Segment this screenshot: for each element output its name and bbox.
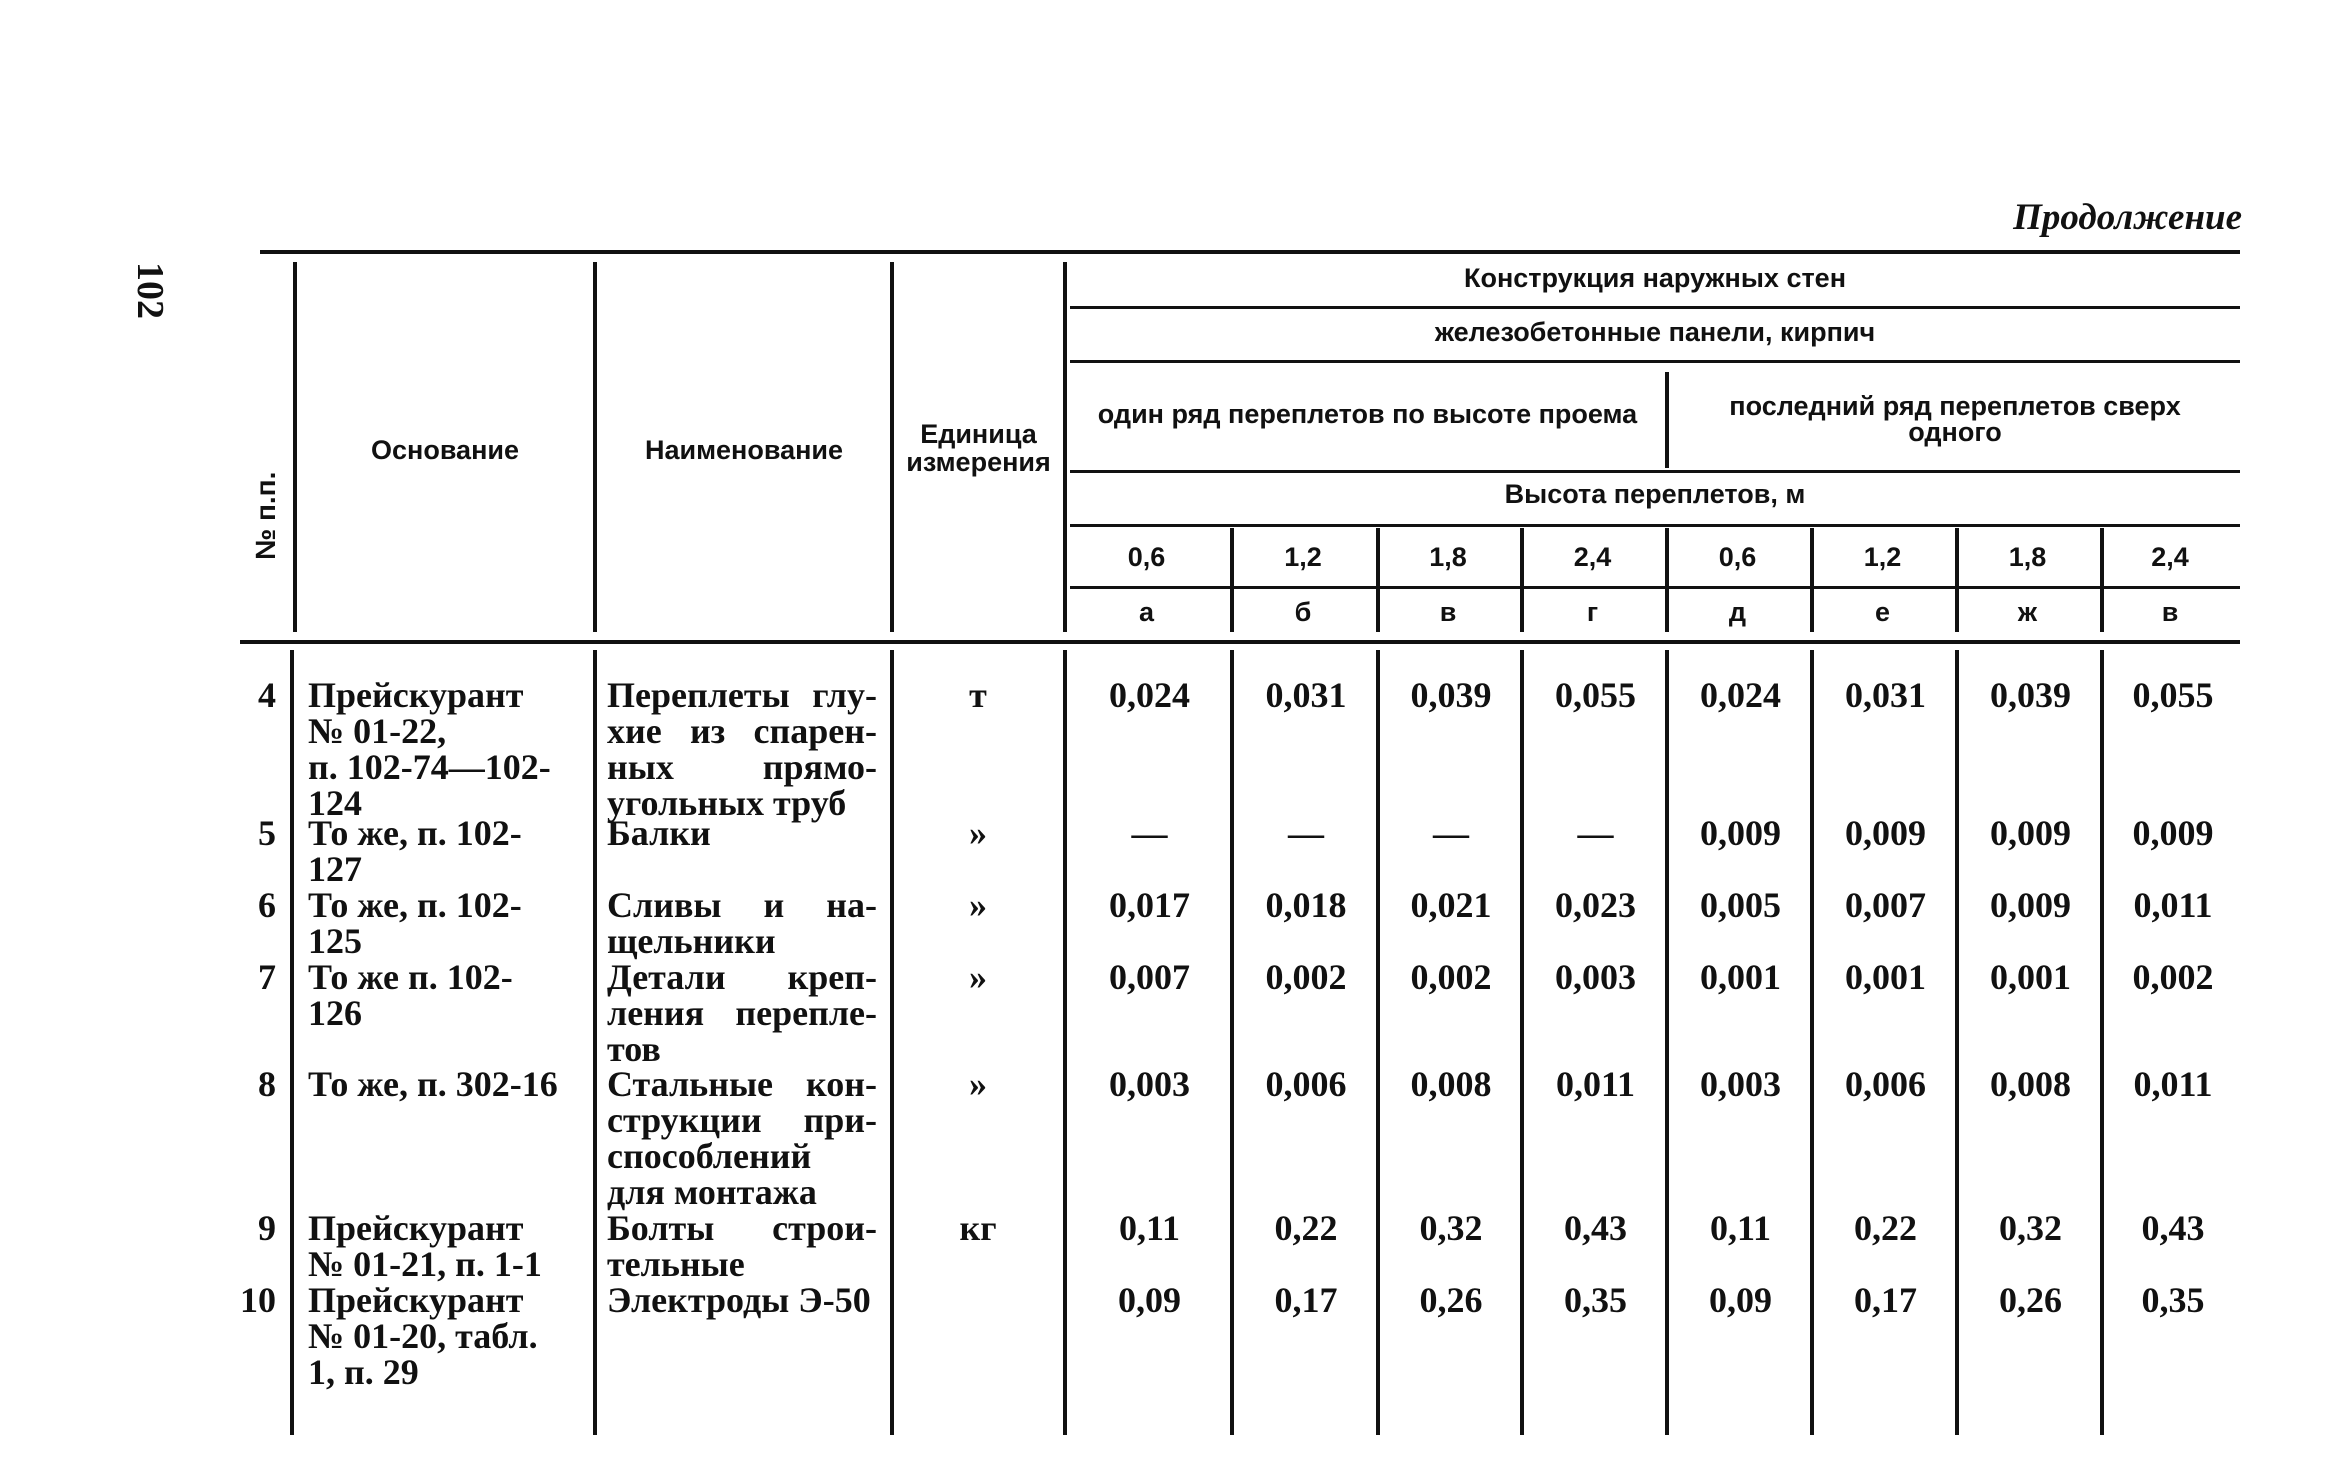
row-value: 0,009 — [1990, 813, 2071, 853]
row-name-line: Переплеты глу- — [607, 675, 877, 715]
row-name — [607, 887, 877, 959]
row-number: 6 — [258, 885, 276, 925]
header-col-no: № п.п. — [250, 471, 281, 560]
body-value-divider — [1520, 650, 1524, 1435]
row-name-line: тов — [607, 1029, 661, 1069]
row-basis — [308, 959, 588, 1031]
row-basis — [308, 677, 588, 821]
row-unit: кг — [959, 1208, 997, 1248]
row-number: 8 — [258, 1064, 276, 1104]
row-value: — — [1577, 813, 1614, 853]
header-column-letter: в — [1439, 597, 1457, 627]
row-basis — [308, 1282, 588, 1390]
row-value: 0,09 — [1118, 1280, 1181, 1320]
table-top-rule — [260, 250, 2240, 254]
header-column-letter: в — [2161, 597, 2179, 627]
header-bottom-rule — [240, 640, 2240, 644]
row-value: 0,09 — [1709, 1280, 1772, 1320]
body-value-divider — [1230, 650, 1234, 1435]
row-number: 7 — [258, 957, 276, 997]
body-value-divider — [2100, 650, 2104, 1435]
row-basis-line: То же, п. 102- — [308, 885, 522, 925]
header-height-label: Высота переплетов, м — [1504, 479, 1806, 509]
row-name-line: щельники — [607, 921, 776, 961]
height-label-rule — [1070, 524, 2240, 527]
row-name — [607, 815, 877, 851]
row-value: 0,008 — [1410, 1064, 1492, 1104]
row-value: 0,002 — [1265, 957, 1347, 997]
header-height-value: 1,2 — [1284, 542, 1322, 572]
row-value: 0,007 — [1109, 957, 1190, 997]
row-name-line: способлений — [607, 1136, 812, 1176]
body-value-divider — [1810, 650, 1814, 1435]
row-basis-line: 126 — [308, 993, 362, 1033]
row-name-line: для монтажа — [607, 1172, 817, 1212]
row-number: 10 — [240, 1280, 276, 1320]
header-group1: Конструкция наружных стен — [1463, 263, 1847, 293]
row-basis-line: № 01-22, — [308, 711, 447, 751]
body-value-divider — [1665, 650, 1669, 1435]
row-name-line: Болты строи- — [607, 1208, 877, 1248]
body-col-name-divider — [890, 650, 894, 1435]
header-col-unit-1: Единица — [920, 419, 1037, 449]
row-value: 0,009 — [1990, 885, 2071, 925]
row-name-line: ных прямо- — [607, 747, 877, 787]
row-value: — — [1433, 813, 1469, 853]
row-basis-line: Прейскурант — [308, 675, 524, 715]
row-name-line: Электроды Э-50 — [607, 1280, 871, 1320]
row-value: — — [1288, 813, 1324, 853]
row-basis-line: 127 — [308, 849, 362, 889]
row-value: 0,055 — [2132, 675, 2214, 715]
subgroup-divider — [1665, 372, 1669, 468]
header-height-value: 1,8 — [2008, 542, 2047, 572]
row-value: 0,11 — [1118, 1208, 1180, 1248]
row-value: 0,011 — [1555, 1064, 1635, 1104]
row-value: 0,003 — [1109, 1064, 1190, 1104]
row-value: 0,006 — [1265, 1064, 1347, 1104]
row-name-line: угольных труб — [607, 783, 847, 823]
header-sub-right-1: последний ряд переплетов сверх — [1729, 391, 2181, 421]
header-column-letter: д — [1728, 597, 1747, 627]
row-name-line: Детали креп- — [607, 957, 877, 997]
row-number: 4 — [258, 675, 276, 715]
body-value-divider — [1955, 650, 1959, 1435]
header-sub-left: один ряд переплетов по высоте проема — [1097, 399, 1638, 429]
header-height-value: 1,2 — [1863, 542, 1902, 572]
row-value: 0,009 — [1700, 813, 1781, 853]
row-value: 0,009 — [1845, 813, 1926, 853]
row-unit: » — [969, 813, 987, 853]
row-basis-line: То же п. 102- — [308, 957, 513, 997]
col-no-divider — [293, 262, 297, 632]
row-value: 0,17 — [1274, 1280, 1338, 1320]
row-value: 0,11 — [1709, 1208, 1771, 1248]
row-unit: » — [969, 957, 987, 997]
group1-rule — [1070, 306, 2240, 309]
header-column-letter: е — [1874, 597, 1891, 627]
row-basis-line: То же, п. 102- — [308, 813, 522, 853]
row-name-line: Балки — [607, 813, 711, 853]
header-height-value: 0,6 — [1718, 542, 1757, 572]
row-number: 9 — [258, 1208, 276, 1248]
header-col-name: Наименование — [644, 435, 844, 465]
row-value: 0,005 — [1700, 885, 1781, 925]
row-value: 0,024 — [1109, 675, 1190, 715]
row-value: 0,22 — [1854, 1208, 1917, 1248]
row-name — [607, 959, 877, 1067]
row-value: 0,17 — [1854, 1280, 1917, 1320]
row-basis — [308, 887, 588, 959]
row-value: 0,021 — [1410, 885, 1492, 925]
row-basis-line: п. 102-74—102- — [308, 747, 551, 787]
row-basis-line: № 01-20, табл. — [308, 1316, 538, 1356]
header-column-letter: б — [1294, 597, 1312, 627]
heights-rule — [1070, 586, 2240, 589]
row-value: 0,35 — [1564, 1280, 1627, 1320]
row-basis — [308, 1066, 588, 1102]
col-basis-divider — [593, 262, 597, 632]
row-value: 0,43 — [2141, 1208, 2205, 1248]
subgroup-rule — [1070, 470, 2240, 473]
row-value: 0,003 — [1700, 1064, 1781, 1104]
col-unit-divider — [1063, 262, 1067, 632]
row-basis-line: Прейскурант — [308, 1208, 524, 1248]
row-value: 0,024 — [1700, 675, 1781, 715]
row-basis-line: То же, п. 302-16 — [308, 1064, 558, 1104]
group2-rule — [1070, 360, 2240, 363]
page-number: 102 — [129, 262, 171, 319]
row-basis-line: 124 — [308, 783, 362, 823]
row-name-line: Стальные кон- — [607, 1064, 877, 1104]
row-value: 0,031 — [1845, 675, 1926, 715]
row-name-line: хие из спарен- — [607, 711, 877, 751]
row-name-line: струкции при- — [607, 1100, 877, 1140]
header-height-value: 1,8 — [1429, 542, 1467, 572]
row-value: 0,32 — [1419, 1208, 1483, 1248]
row-name — [607, 1282, 877, 1318]
row-value: 0,039 — [1990, 675, 2071, 715]
row-value: 0,001 — [1700, 957, 1781, 997]
row-name — [607, 1066, 877, 1210]
row-name-line: тельные — [607, 1244, 745, 1284]
col-name-divider — [890, 262, 894, 632]
row-value: 0,007 — [1845, 885, 1926, 925]
row-value: 0,031 — [1265, 675, 1347, 715]
row-name — [607, 677, 877, 821]
row-value: 0,006 — [1845, 1064, 1926, 1104]
row-basis-line: Прейскурант — [308, 1280, 524, 1320]
row-value: 0,002 — [2132, 957, 2214, 997]
row-value: 0,26 — [1999, 1280, 2062, 1320]
row-value: 0,001 — [1845, 957, 1926, 997]
row-value: 0,26 — [1419, 1280, 1483, 1320]
row-basis-line: 125 — [308, 921, 362, 961]
body-value-divider — [1376, 650, 1380, 1435]
header-column-letter: ж — [2017, 597, 2038, 627]
row-name-line: ления перепле- — [607, 993, 877, 1033]
header-col-basis: Основание — [371, 435, 519, 465]
row-value: 0,003 — [1555, 957, 1636, 997]
row-name — [607, 1210, 877, 1282]
header-height-value: 2,4 — [2151, 542, 2189, 572]
row-value: 0,008 — [1990, 1064, 2071, 1104]
row-value: 0,32 — [1999, 1208, 2062, 1248]
header-column-letter: г — [1586, 597, 1599, 627]
header-sub-right-2: одного — [1908, 417, 2002, 447]
continuation-label: Продолжение — [2013, 197, 2242, 238]
row-value: 0,002 — [1410, 957, 1492, 997]
row-value: — — [1131, 813, 1168, 853]
row-value: 0,001 — [1990, 957, 2071, 997]
row-basis-line: № 01-21, п. 1-1 — [308, 1244, 542, 1284]
row-value: 0,22 — [1274, 1208, 1338, 1248]
row-value: 0,011 — [2133, 885, 2213, 925]
row-basis — [308, 1210, 588, 1282]
row-value: 0,039 — [1410, 675, 1492, 715]
body-col-unit-divider — [1063, 650, 1067, 1435]
row-value: 0,009 — [2132, 813, 2214, 853]
row-basis — [308, 815, 588, 887]
row-unit: т — [969, 675, 987, 715]
row-value: 0,023 — [1555, 885, 1636, 925]
body-col-basis-divider — [593, 650, 597, 1435]
header-column-letter: а — [1138, 597, 1155, 627]
row-value: 0,011 — [2133, 1064, 2213, 1104]
row-value: 0,43 — [1564, 1208, 1627, 1248]
row-basis-line: 1, п. 29 — [308, 1352, 419, 1392]
body-col-no-divider — [290, 650, 294, 1435]
row-number: 5 — [258, 813, 276, 853]
row-unit: » — [969, 1064, 987, 1104]
header-height-value: 2,4 — [1573, 542, 1612, 572]
header-col-unit-2: измерения — [906, 447, 1051, 477]
header-height-value: 0,6 — [1127, 542, 1166, 572]
row-unit: » — [969, 885, 987, 925]
row-name-line: Сливы и на- — [607, 885, 877, 925]
row-value: 0,055 — [1555, 675, 1636, 715]
row-value: 0,35 — [2141, 1280, 2205, 1320]
row-value: 0,018 — [1265, 885, 1347, 925]
row-value: 0,017 — [1109, 885, 1190, 925]
header-group2: железобетонные панели, кирпич — [1434, 317, 1876, 347]
